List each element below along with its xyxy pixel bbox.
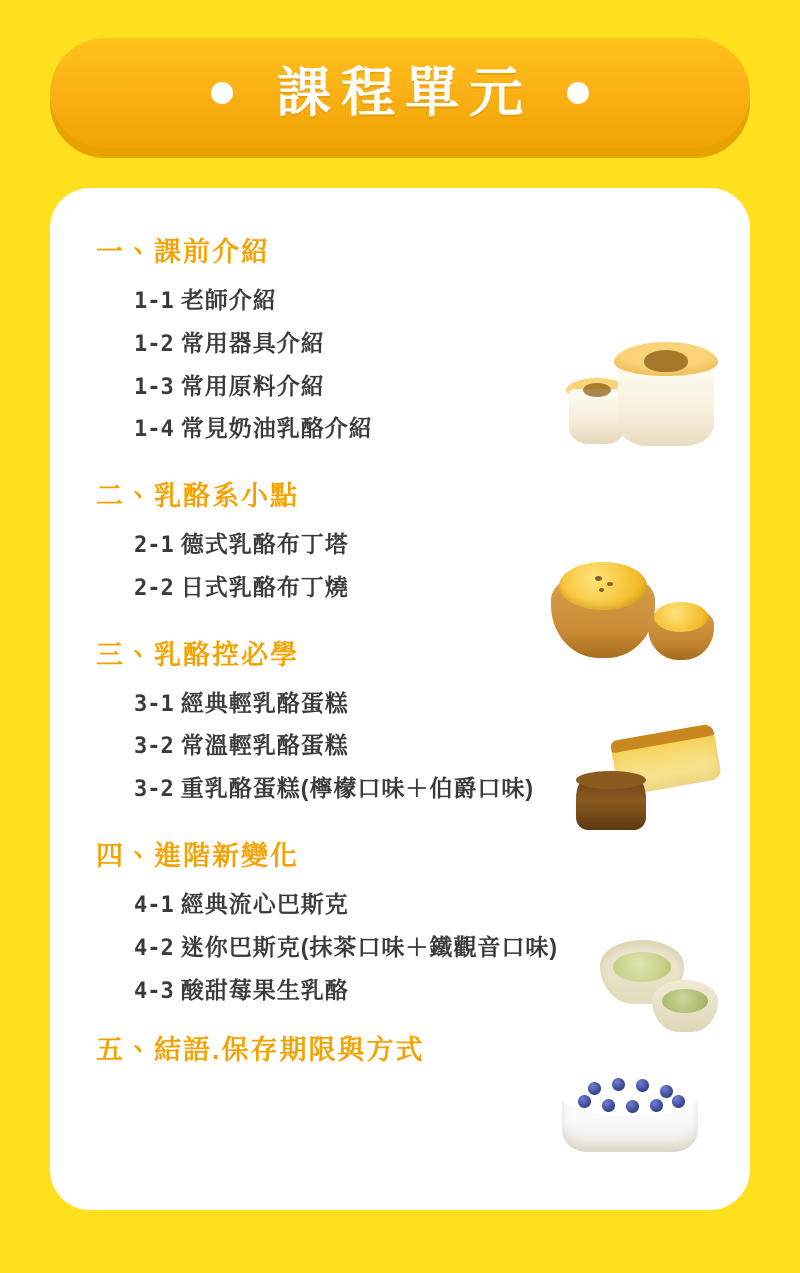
section-2 <box>96 480 704 605</box>
lesson-4-1-label: 經典流心巴斯克 <box>180 891 349 918</box>
section-4 <box>96 840 704 1007</box>
lesson-3-2[interactable] <box>96 729 704 763</box>
spacer-2 <box>96 631 704 639</box>
header-banner <box>50 38 750 158</box>
syllabus-content <box>50 188 750 1210</box>
lesson-4-3-label: 酸甜莓果生乳酪 <box>180 976 349 1003</box>
lesson-2-2-number: 2-2 <box>134 575 174 601</box>
section-1-title: 一、課前介紹 <box>96 237 270 267</box>
lesson-1-1-label: 老師介紹 <box>180 286 277 313</box>
spacer-1 <box>96 472 704 480</box>
lesson-3-1-label: 經典輕乳酪蛋糕 <box>180 689 349 716</box>
lesson-4-2[interactable] <box>96 931 704 965</box>
section-3-title: 三、乳酪控必學 <box>96 639 299 670</box>
lesson-1-2[interactable] <box>96 327 704 361</box>
blueberry-icon <box>612 1078 625 1091</box>
lesson-2-1[interactable] <box>96 528 704 562</box>
bullet-dot-right-icon <box>567 82 589 104</box>
lesson-1-3-label: 常用原料介紹 <box>180 372 325 399</box>
banner-body <box>50 38 750 148</box>
lesson-1-1-number: 1-1 <box>134 288 174 314</box>
lesson-2-1-number: 2-1 <box>134 533 174 559</box>
lesson-4-2-label: 迷你巴斯克(抹茶口味＋鐵觀音口味) <box>180 933 559 960</box>
blueberry-raw-cheesecake-photo <box>562 1068 712 1168</box>
lesson-1-3[interactable] <box>96 370 704 404</box>
lesson-3-3[interactable] <box>96 772 704 806</box>
lesson-3-2-label: 常溫輕乳酪蛋糕 <box>180 732 349 759</box>
lesson-2-2-label: 日式乳酪布丁燒 <box>180 573 349 600</box>
syllabus-card <box>50 188 750 1210</box>
lesson-3-1-number: 3-1 <box>134 691 174 717</box>
lesson-1-2-label: 常用器具介紹 <box>180 329 325 356</box>
lesson-3-2-number: 3-2 <box>134 734 174 760</box>
spacer-3 <box>96 832 704 840</box>
lesson-3-3-number: 3-2 <box>134 777 174 803</box>
blueberry-icon <box>636 1079 649 1092</box>
section-5 <box>96 1034 704 1068</box>
bullet-dot-left-icon <box>211 82 233 104</box>
section-5-title: 五、結語.保存期限與方式 <box>96 1034 425 1065</box>
lesson-2-2[interactable] <box>96 571 704 605</box>
lesson-1-4-label: 常見奶油乳酪介紹 <box>180 415 373 442</box>
section-2-title: 二、乳酪系小點 <box>96 481 299 512</box>
lesson-2-1-label: 德式乳酪布丁塔 <box>180 531 349 558</box>
raw-cheesecake-body-icon <box>562 1078 698 1152</box>
lesson-4-3[interactable] <box>96 974 704 1008</box>
section-4-title: 四、進階新變化 <box>96 841 299 872</box>
lesson-1-1[interactable] <box>96 284 704 318</box>
lesson-1-4-number: 1-4 <box>134 417 174 443</box>
lesson-3-1[interactable] <box>96 687 704 721</box>
bottom-spacer <box>96 1093 704 1103</box>
lesson-1-4[interactable] <box>96 412 704 446</box>
lesson-4-3-number: 4-3 <box>134 978 174 1004</box>
section-1 <box>96 236 704 446</box>
lesson-3-3-label: 重乳酪蛋糕(檸檬口味＋伯爵口味) <box>180 775 535 802</box>
lesson-4-2-number: 4-2 <box>134 935 174 961</box>
lesson-4-1-number: 4-1 <box>134 893 174 919</box>
section-3 <box>96 639 704 806</box>
page-title: 課程單元 <box>277 63 533 123</box>
lesson-1-2-number: 1-2 <box>134 331 174 357</box>
lesson-1-3-number: 1-3 <box>134 374 174 400</box>
lesson-4-1[interactable] <box>96 888 704 922</box>
